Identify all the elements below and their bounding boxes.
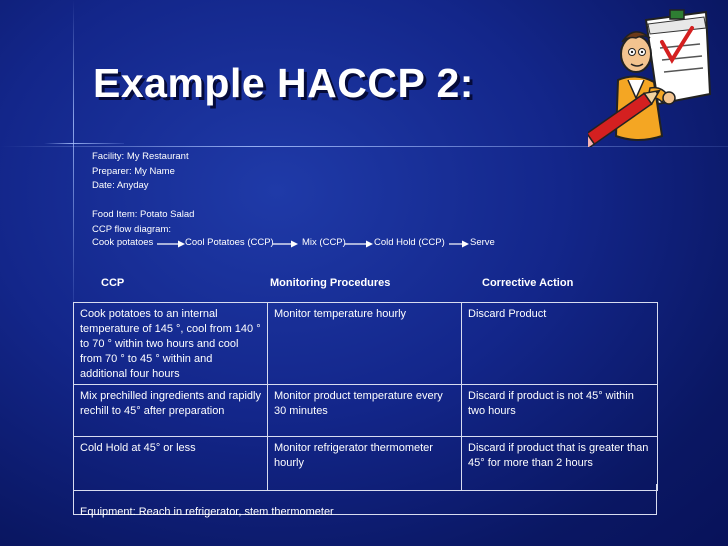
table-cell: Discard if product that is greater than 45° for more than 2 hours <box>462 437 658 491</box>
table-cell: Discard Product <box>462 303 658 385</box>
equipment-text: Equipment: Reach in refrigerator, stem thermometer <box>80 506 334 518</box>
preparer-text: Preparer: My Name <box>92 165 175 177</box>
table-row <box>74 303 658 385</box>
table-cell: Monitor refrigerator thermometer hourly <box>268 437 462 491</box>
table-cell: Cook potatoes to an internal temperature of 145 °, cool from 140 ° to 70 ° within two hours and cool from 70 ° to 45 ° within and additional four hours <box>74 303 268 385</box>
header-monitoring: Monitoring Procedures <box>270 277 391 289</box>
flow-step: Cool Potatoes (CCP) <box>185 237 274 248</box>
table-cell: Discard if product is not 45° within two hours <box>462 385 658 437</box>
food-item-text: Food Item: Potato Salad <box>92 209 195 221</box>
page-title: Example HACCP 2: <box>93 60 474 106</box>
flow-step: Cold Hold (CCP) <box>374 237 445 248</box>
decorative-line-short <box>44 143 124 144</box>
header-ccp: CCP <box>101 277 125 289</box>
date-text: Date: Anyday <box>92 180 149 192</box>
haccp-table <box>73 302 658 491</box>
equipment-box <box>73 484 657 518</box>
flow-step: Mix (CCP) <box>302 237 346 248</box>
table-row <box>74 385 658 437</box>
table-row <box>74 437 658 491</box>
info-block <box>92 150 194 238</box>
arrow-right-icon <box>345 240 373 248</box>
arrow-right-icon <box>157 240 185 248</box>
flow-label: CCP flow diagram: <box>92 223 172 235</box>
table-cell: Cold Hold at 45° or less <box>74 437 268 491</box>
person-with-checklist-icon <box>588 2 718 147</box>
facility-text: Facility: My Restaurant <box>92 151 189 162</box>
decorative-line-vertical <box>73 0 74 310</box>
header-corrective: Corrective Action <box>482 277 574 289</box>
table-cell: Monitor temperature hourly <box>268 303 462 385</box>
table-cell: Mix prechilled ingredients and rapidly rechill to 45° after preparation <box>74 385 268 437</box>
arrow-right-icon <box>273 240 298 248</box>
arrow-right-icon <box>449 240 469 248</box>
flow-step: Cook potatoes <box>92 237 154 248</box>
flow-step: Serve <box>470 237 495 248</box>
table-cell: Monitor product temperature every 30 minutes <box>268 385 462 437</box>
